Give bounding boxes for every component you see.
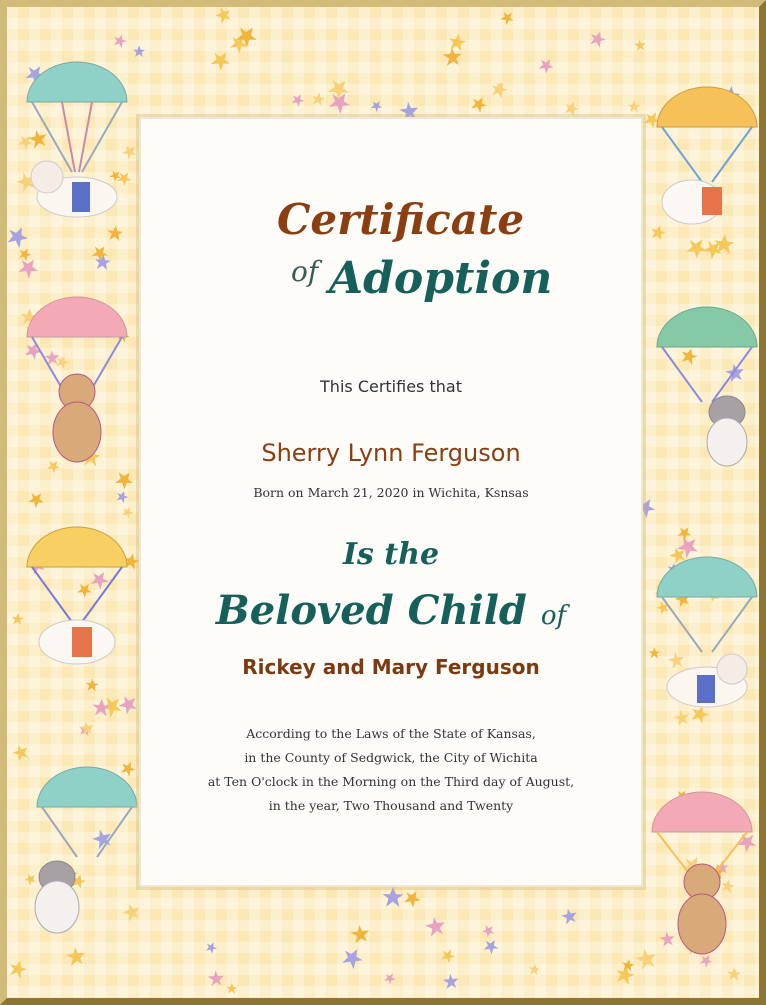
star-icon bbox=[311, 91, 326, 106]
star-icon bbox=[563, 99, 581, 117]
star-icon bbox=[112, 32, 129, 48]
parachuting-bear bbox=[27, 297, 127, 462]
star-icon bbox=[15, 254, 42, 281]
star-icon bbox=[75, 580, 95, 600]
star-icon bbox=[481, 936, 501, 955]
star-icon bbox=[85, 678, 99, 691]
parachuting-lamb bbox=[27, 527, 127, 664]
legal-line: in the County of Sedgwick, the City of Wichita bbox=[244, 750, 538, 765]
certificate-title: Certificate bbox=[277, 195, 525, 244]
star-icon bbox=[204, 940, 219, 955]
star-icon bbox=[7, 958, 28, 979]
star-icon bbox=[439, 946, 457, 964]
star-icon bbox=[7, 223, 31, 250]
star-icon bbox=[658, 929, 677, 949]
star-icon bbox=[113, 467, 137, 491]
star-icon bbox=[290, 91, 307, 107]
star-icon bbox=[133, 45, 145, 57]
legal-statement bbox=[139, 722, 643, 818]
adoption-title: Adoption bbox=[329, 253, 553, 304]
star-icon bbox=[621, 958, 636, 972]
star-icon bbox=[207, 969, 227, 989]
star-icon bbox=[11, 741, 33, 763]
star-icon bbox=[11, 612, 24, 625]
star-icon bbox=[107, 225, 124, 242]
star-icon bbox=[402, 887, 424, 909]
star-icon bbox=[676, 524, 695, 542]
star-icon bbox=[588, 29, 608, 49]
star-icon bbox=[666, 650, 687, 671]
parachuting-bunny bbox=[657, 307, 757, 466]
star-icon bbox=[349, 922, 373, 946]
star-icon bbox=[213, 7, 235, 26]
beloved-of-text: of bbox=[540, 601, 567, 631]
certifies-text: This Certifies that bbox=[320, 377, 462, 396]
star-icon bbox=[683, 234, 710, 261]
star-icon bbox=[698, 952, 715, 969]
is-the-heading: Is the bbox=[342, 537, 440, 572]
legal-line: in the year, Two Thousand and Twenty bbox=[268, 798, 514, 813]
star-icon bbox=[16, 132, 36, 152]
star-icon bbox=[116, 692, 141, 717]
star-icon bbox=[649, 224, 667, 241]
star-icon bbox=[208, 47, 234, 73]
star-icon bbox=[17, 246, 33, 262]
star-icon bbox=[115, 169, 134, 188]
parachuting-bear bbox=[652, 792, 752, 954]
parachuting-bunny bbox=[35, 767, 137, 933]
star-icon bbox=[26, 489, 47, 510]
star-icon bbox=[536, 55, 556, 75]
star-icon bbox=[633, 38, 648, 53]
parents-names: Rickey and Mary Ferguson bbox=[242, 655, 540, 679]
star-icon bbox=[727, 967, 742, 981]
star-icon bbox=[118, 759, 137, 778]
birth-details: Born on March 21, 2020 in Wichita, Ksnsas bbox=[253, 485, 529, 500]
legal-line: According to the Laws of the State of Kansas, bbox=[246, 726, 536, 741]
parachuting-lamb bbox=[657, 87, 757, 224]
star-icon bbox=[628, 100, 641, 112]
star-icon bbox=[528, 963, 540, 975]
star-icon bbox=[634, 945, 661, 972]
child-name: Sherry Lynn Ferguson bbox=[261, 439, 521, 467]
parachuting-cat bbox=[657, 557, 757, 707]
certificate-paper bbox=[139, 117, 643, 887]
title-of: of bbox=[291, 255, 319, 288]
star-icon bbox=[423, 914, 449, 940]
legal-line: at Ten O'clock in the Morning on the Third day of August, bbox=[207, 774, 575, 789]
star-icon bbox=[480, 922, 497, 939]
star-icon bbox=[382, 970, 397, 985]
star-icon bbox=[94, 254, 111, 271]
star-icon bbox=[672, 708, 692, 728]
star-icon bbox=[45, 457, 62, 474]
star-icon bbox=[499, 9, 517, 27]
star-icon bbox=[369, 98, 384, 113]
star-icon bbox=[441, 45, 465, 69]
star-icon bbox=[720, 878, 736, 893]
beloved-child-text: Beloved Child bbox=[215, 587, 527, 634]
star-icon bbox=[115, 489, 130, 504]
star-icon bbox=[339, 944, 366, 970]
star-icon bbox=[226, 983, 238, 994]
star-icon bbox=[679, 346, 699, 366]
star-icon bbox=[22, 339, 44, 361]
star-icon bbox=[469, 94, 490, 114]
star-icon bbox=[120, 505, 135, 520]
star-icon bbox=[560, 906, 581, 927]
star-icon bbox=[121, 900, 144, 924]
star-icon bbox=[447, 32, 467, 51]
star-icon bbox=[649, 647, 661, 658]
star-icon bbox=[442, 972, 462, 992]
star-icon bbox=[120, 142, 140, 162]
star-icon bbox=[382, 887, 403, 907]
beloved-child-heading bbox=[139, 587, 643, 634]
star-icon bbox=[64, 944, 89, 969]
star-icon bbox=[23, 871, 39, 887]
